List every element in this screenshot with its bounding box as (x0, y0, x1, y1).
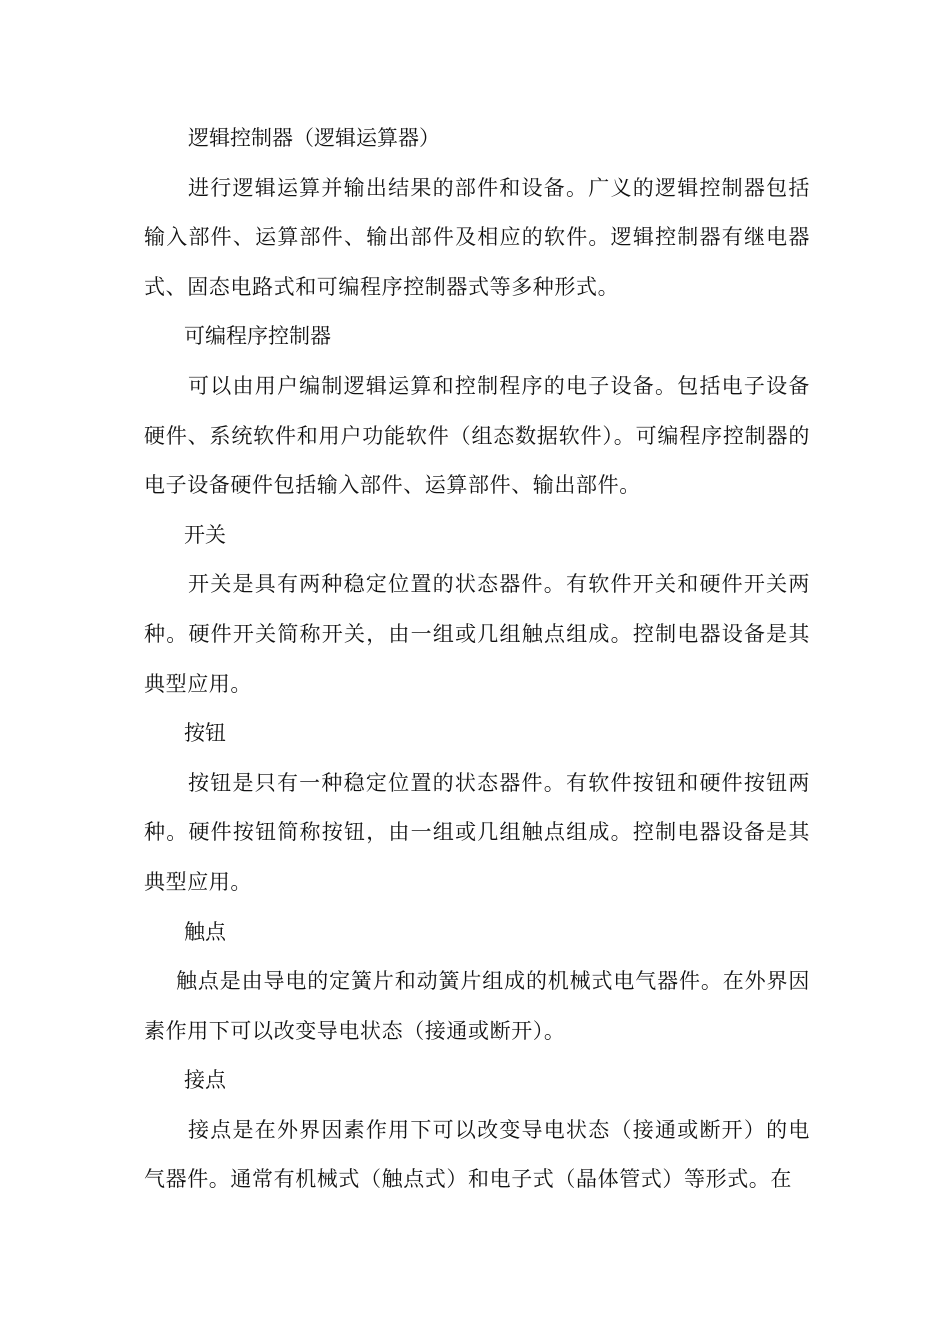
definition-plc: 可以由用户编制逻辑运算和控制程序的电子设备。包括电子设备硬件、系统软件和用户功能软件（组态数据软件）。可编程序控制器的电子设备硬件包括输入部件、运算部件、输出部件。 (144, 373, 810, 498)
definition-contact: 触点是由导电的定簧片和动簧片组成的机械式电气器件。在外界因素作用下可以改变导电状态（接通或断开）。 (144, 969, 810, 1043)
document-body (144, 114, 810, 1205)
definition-junction-point: 接点是在外界因素作用下可以改变导电状态（接通或断开）的电气器件。通常有机械式（触点式）和电子式（晶体管式）等形式。在 (144, 1117, 810, 1192)
term-heading-logic-controller: 逻辑控制器（逻辑运算器） (188, 126, 440, 150)
term-heading-junction-point: 接点 (184, 1068, 226, 1093)
term-heading-switch: 开关 (184, 522, 226, 547)
term-heading-button: 按钮 (184, 721, 226, 746)
term-heading-contact: 触点 (184, 919, 226, 944)
definition-switch: 开关是具有两种稳定位置的状态器件。有软件开关和硬件开关两种。硬件开关简称开关，由一组或几组触点组成。控制电器设备是其典型应用。 (144, 572, 810, 696)
term-heading-plc: 可编程序控制器 (184, 324, 331, 349)
definition-logic-controller: 进行逻辑运算并输出结果的部件和设备。广义的逻辑控制器包括输入部件、运算部件、输出部件及相应的软件。逻辑控制器有继电器式、固态电路式和可编程序控制器式等多种形式。 (144, 175, 810, 299)
definition-button: 按钮是只有一种稳定位置的状态器件。有软件按钮和硬件按钮两种。硬件按钮简称按钮，由一组或几组触点组成。控制电器设备是其典型应用。 (144, 770, 810, 894)
